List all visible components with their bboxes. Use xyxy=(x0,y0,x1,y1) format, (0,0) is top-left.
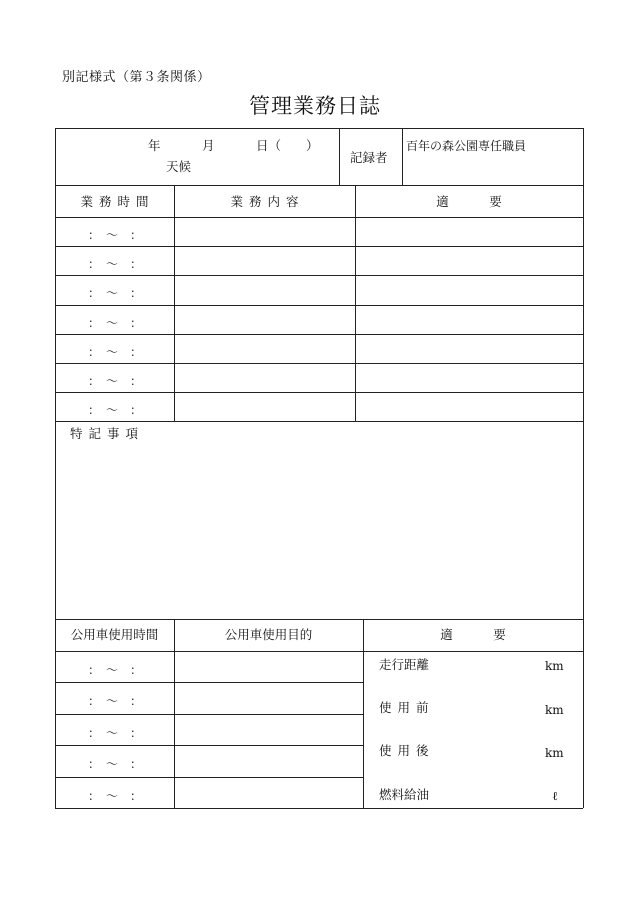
vehicle-row-time[interactable]: ： 〜 ： xyxy=(87,694,142,708)
date-year-label: 年 xyxy=(148,138,161,153)
work-time-header: 業務時間 xyxy=(80,194,155,209)
form-caption: 別記様式（第３条関係） xyxy=(62,70,211,85)
work-summary-header: 適 要 xyxy=(436,194,516,209)
vehicle-summary-header: 適 要 xyxy=(440,627,520,642)
notes-label: 特記事項 xyxy=(70,426,145,441)
date-month-label: 月 xyxy=(202,138,215,153)
work-row-time[interactable]: ： 〜 ： xyxy=(87,228,142,242)
vehicle-purpose-header: 公用車使用目的 xyxy=(224,627,313,642)
vehicle-row-time[interactable]: ： 〜 ： xyxy=(87,789,142,803)
date-day-label: 日（ ） xyxy=(256,138,319,153)
work-row-time[interactable]: ： 〜 ： xyxy=(87,257,142,271)
vehicle-row-time[interactable]: ： 〜 ： xyxy=(87,726,142,740)
weather-label: 天候 xyxy=(166,159,192,174)
work-row-time[interactable]: ： 〜 ： xyxy=(87,316,142,330)
mileage-unit: km xyxy=(545,659,564,673)
vehicle-row-time[interactable]: ： 〜 ： xyxy=(87,757,142,771)
recorder-value: 百年の森公園専任職員 xyxy=(406,139,527,153)
refuel-label: 燃料給油 xyxy=(379,787,430,802)
work-row-time[interactable]: ： 〜 ： xyxy=(87,286,142,300)
after-use-label: 使用後 xyxy=(379,743,435,758)
refuel-unit: ℓ xyxy=(552,789,558,803)
work-row-time[interactable]: ： 〜 ： xyxy=(87,345,142,359)
vehicle-time-header: 公用車使用時間 xyxy=(70,627,159,642)
work-row-time[interactable]: ： 〜 ： xyxy=(87,374,142,388)
work-content-header: 業務内容 xyxy=(230,194,305,209)
work-row-time[interactable]: ： 〜 ： xyxy=(87,403,142,417)
before-use-label: 使用前 xyxy=(379,700,435,715)
page-title: 管理業務日誌 xyxy=(249,94,381,118)
mileage-label: 走行距離 xyxy=(379,657,430,672)
recorder-label: 記録者 xyxy=(350,150,388,165)
before-use-unit: km xyxy=(545,703,564,717)
vehicle-row-time[interactable]: ： 〜 ： xyxy=(87,663,142,677)
after-use-unit: km xyxy=(545,746,564,760)
